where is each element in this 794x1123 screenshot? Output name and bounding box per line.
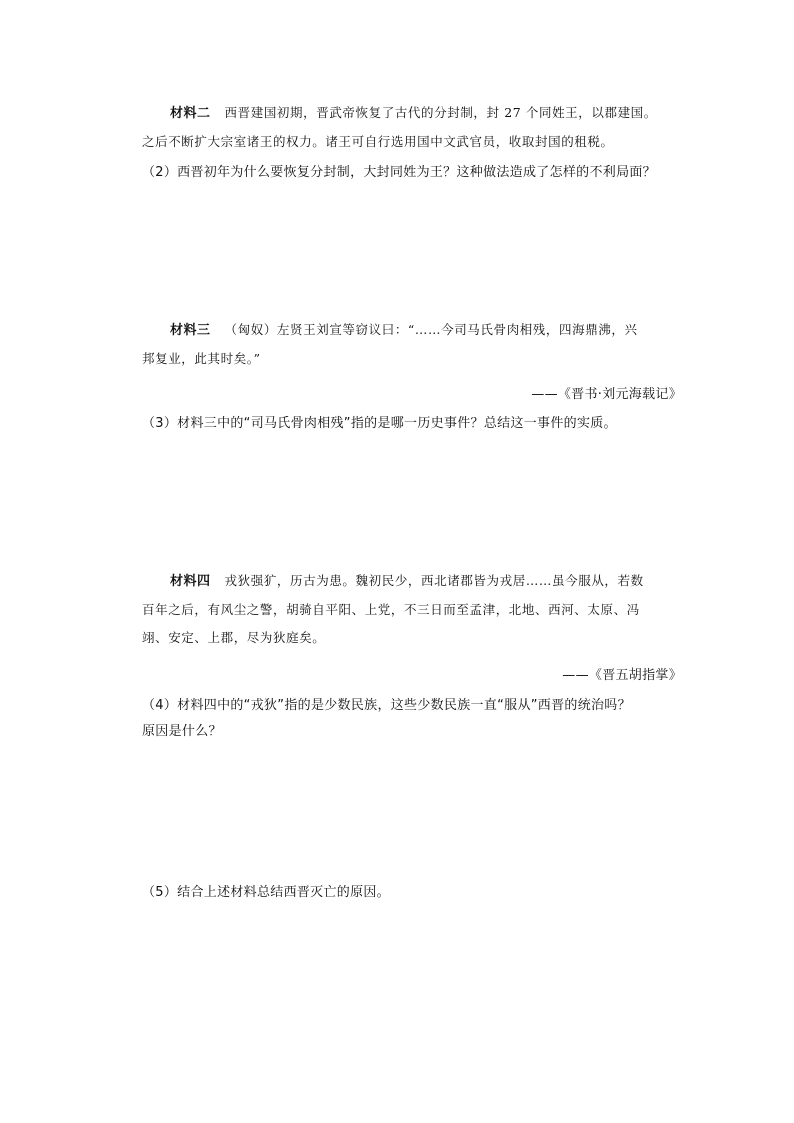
question-four-line-1: （4）材料四中的“戎狄”指的是少数民族，这些少数民族一直“服从”西晋的统治吗？ (142, 698, 631, 713)
material-three-text-1: （匈奴）左贤王刘宣等窃议曰：“……今司马氏骨肉相残，四海鼎沸，兴 (224, 322, 638, 337)
material-two-line-1 (142, 99, 694, 128)
material-two-text-1: 西晋建国初期，晋武帝恢复了古代的分封制，封 27 个同姓王，以郡建国。 (224, 105, 657, 120)
material-four-line-3: 翊、安定、上郡，尽为狄庭矣。 (142, 630, 326, 645)
material-three-label: 材料三 (170, 323, 211, 338)
material-three-source: ——《晋书·刘元海载记》 (531, 387, 682, 402)
material-two (142, 99, 694, 156)
material-four (142, 567, 694, 652)
question-five: （5）结合上述材料总结西晋灭亡的原因。 (142, 885, 390, 900)
material-four-line-2: 百年之后，有风尘之警，胡骑自平阳、上党，不三日而至孟津，北地、西河、太原、冯 (142, 602, 640, 617)
question-four-line-2: 原因是什么？ (142, 724, 222, 739)
material-three-line-2: 邦复业，此其时矣。” (142, 351, 261, 366)
material-two-line-2: 之后不断扩大宗室诸王的权力。诸王可自行选用国中文武官员，收取封国的租税。 (142, 134, 614, 149)
material-two-label: 材料二 (170, 106, 211, 121)
material-four-text-1: 戎狄强犷，历古为患。魏初民少，西北诸郡皆为戎居……虽今服从，若数 (224, 573, 644, 588)
material-four-label: 材料四 (170, 574, 211, 589)
question-four (142, 693, 698, 745)
material-four-source: ——《晋五胡指掌》 (562, 668, 682, 683)
question-three: （3）材料三中的“司马氏骨肉相残”指的是哪一历史事件？总结这一事件的实质。 (142, 416, 617, 431)
material-three (142, 316, 694, 373)
material-four-line-1 (142, 567, 694, 596)
question-two: （2）西晋初年为什么要恢复分封制，大封同姓为王？这种做法造成了怎样的不利局面？ (142, 165, 656, 180)
material-three-line-1 (142, 316, 694, 345)
